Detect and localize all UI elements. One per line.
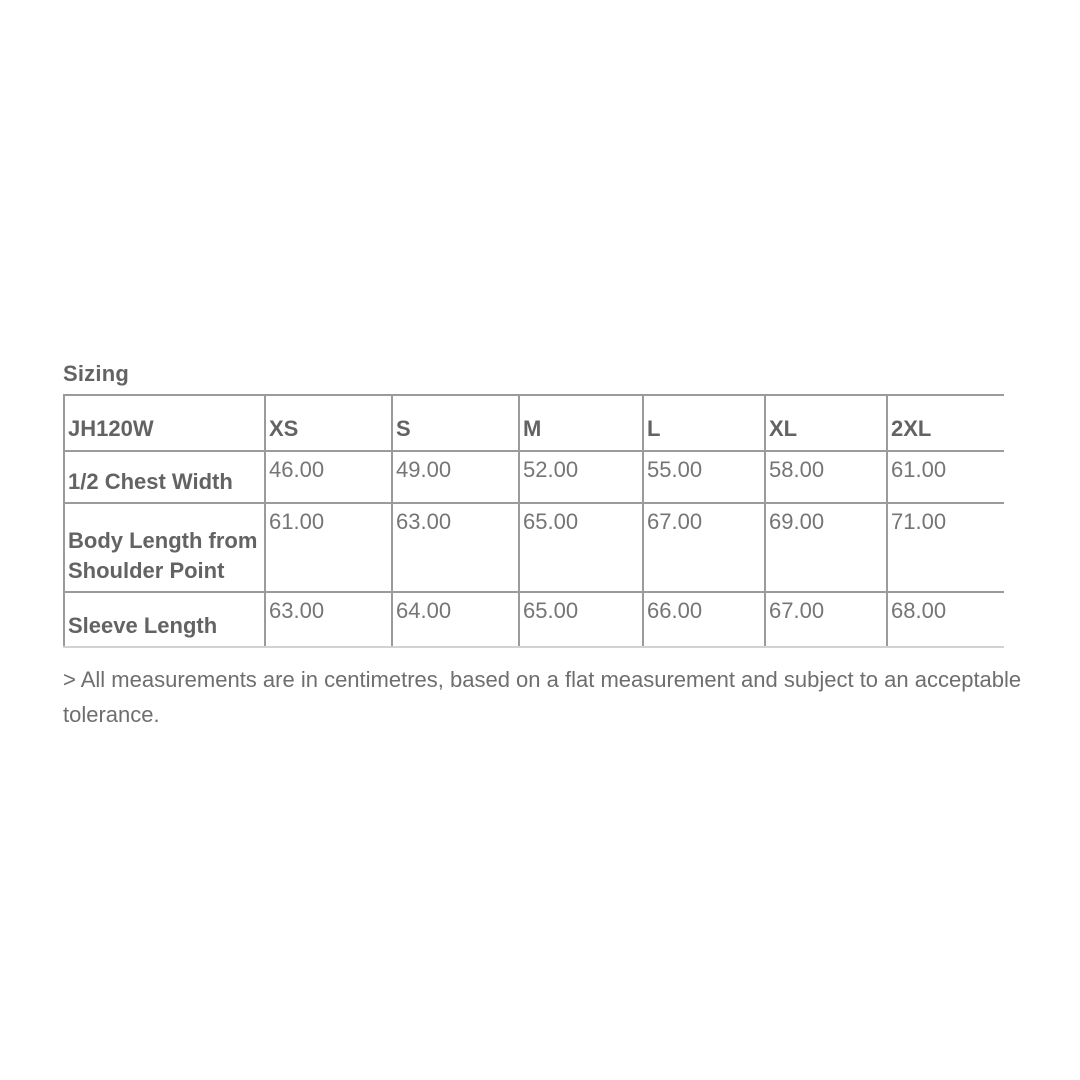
measurement-cell: 58.00 (765, 451, 887, 503)
table-header-row (64, 395, 1004, 451)
measurement-cell: 49.00 (392, 451, 519, 503)
size-header-l: L (643, 395, 765, 451)
size-header-m: M (519, 395, 643, 451)
measurement-cell: 61.00 (265, 503, 392, 592)
row-label-cell: Body Length from Shoulder Point (64, 503, 265, 592)
row-label-cell: Sleeve Length (64, 592, 265, 647)
row-label-cell: 1/2 Chest Width (64, 451, 265, 503)
measurement-cell: 46.00 (265, 451, 392, 503)
size-header-xs: XS (265, 395, 392, 451)
measurement-cell: 66.00 (643, 592, 765, 647)
product-sizing-section (63, 360, 1080, 754)
measurement-cell: 68.00 (887, 592, 1004, 647)
measurements-note: > All measurements are in centimetres, based on a flat measurement and subject to an acceptable tolerance. (63, 667, 1022, 727)
measurement-cell: 52.00 (519, 451, 643, 503)
measurement-cell: 69.00 (765, 503, 887, 592)
sizing-table (63, 394, 1004, 648)
size-header-s: S (392, 395, 519, 451)
size-header-2xl: 2XL (887, 395, 1004, 451)
measurement-cell: 55.00 (643, 451, 765, 503)
table-row-sleeve-length (64, 592, 1004, 647)
measurement-cell: 67.00 (765, 592, 887, 647)
measurement-cell: 67.00 (643, 503, 765, 592)
table-row-chest-width (64, 451, 1004, 503)
product-code-header: JH120W (64, 395, 265, 451)
measurement-cell: 61.00 (887, 451, 1004, 503)
section-title: Sizing (63, 361, 129, 386)
measurement-cell: 65.00 (519, 592, 643, 647)
measurement-cell: 64.00 (392, 592, 519, 647)
size-header-xl: XL (765, 395, 887, 451)
table-row-body-length (64, 503, 1004, 592)
measurement-cell: 63.00 (265, 592, 392, 647)
measurement-cell: 71.00 (887, 503, 1004, 592)
measurement-cell: 63.00 (392, 503, 519, 592)
measurement-cell: 65.00 (519, 503, 643, 592)
